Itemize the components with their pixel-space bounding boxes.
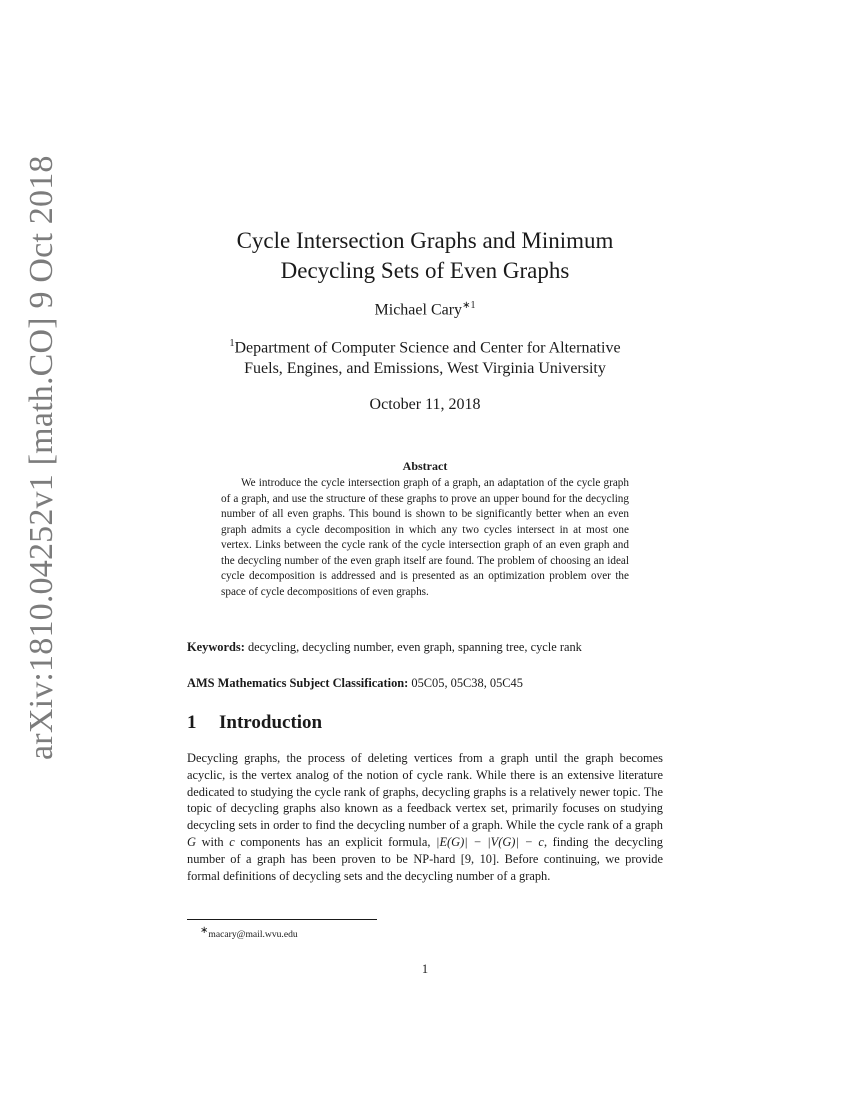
abstract-text: We introduce the cycle intersection graph of a graph, an adaptation of the cycle graph of a graph, and use the structure of these graphs to prove an upper bound for the decycling number of all even graphs. This bound is shown to be significantly better when an even graph admits a cycle decomposition in which any two cycles intersect in at most one vertex. Links between the cycle rank of the cycle intersection graph of an even graph and the decycling number of the even graph itself are found. The problem of choosing an ideal cycle decomposition is addressed and is presented as an optimization problem over the space of cycle decompositions of even graphs. bbox=[221, 477, 629, 598]
intro-text-3: components has an explicit formula, bbox=[234, 834, 437, 849]
abstract-heading: Abstract bbox=[402, 459, 448, 473]
footnote-email: macary@mail.wvu.edu bbox=[208, 929, 298, 941]
intro-var-c: c bbox=[229, 834, 235, 849]
paper-title bbox=[125, 226, 725, 286]
keywords-value: decycling, decycling number, even graph, spanning tree, cycle rank bbox=[247, 640, 582, 654]
section-number: 1 bbox=[187, 712, 197, 733]
intro-text-2: with bbox=[195, 834, 230, 849]
ams-classification bbox=[187, 676, 663, 691]
intro-text-4: , finding the decycling number of a graph has been proven to be NP-hard [9, 10]. Before continuing, we provide formal definitions of decycling sets and the decycling number of a graph. bbox=[187, 834, 663, 883]
footnote-rule bbox=[187, 919, 377, 920]
affiliation-line-2: Fuels, Engines, and Emissions, West Virginia University bbox=[244, 360, 606, 378]
arxiv-identifier-stamp: arXiv:1810.04252v1 [math.CO] 9 Oct 2018 bbox=[23, 155, 60, 760]
affiliation-line-1: Department of Computer Science and Center for Alternative bbox=[234, 339, 621, 357]
page-number: 1 bbox=[421, 962, 429, 976]
section-heading bbox=[187, 712, 322, 734]
keywords bbox=[187, 640, 663, 655]
affiliation bbox=[125, 333, 725, 379]
keywords-label: Keywords: bbox=[187, 640, 245, 654]
ams-label: AMS Mathematics Subject Classification: bbox=[187, 676, 409, 690]
affiliation-mark: 1 bbox=[229, 338, 235, 349]
author-marks: ∗1 bbox=[462, 300, 476, 311]
title-line-1: Cycle Intersection Graphs and Minimum bbox=[236, 228, 614, 253]
intro-var-g: G bbox=[187, 834, 196, 849]
author bbox=[125, 300, 725, 319]
footnote-mark: ∗ bbox=[200, 925, 209, 936]
section-title: Introduction bbox=[219, 712, 323, 733]
title-line-2: Decycling Sets of Even Graphs bbox=[280, 258, 570, 283]
paper-date: October 11, 2018 bbox=[369, 396, 481, 413]
author-name: Michael Cary bbox=[374, 301, 463, 319]
footnote bbox=[200, 925, 298, 940]
introduction-paragraph bbox=[187, 750, 663, 884]
intro-formula: |E(G)| − |V(G)| − c bbox=[436, 834, 544, 849]
ams-value: 05C05, 05C38, 05C45 bbox=[411, 676, 523, 690]
intro-text-1: Decycling graphs, the process of deleting vertices from a graph until the graph becomes acyclic, is the vertex analog of the notion of cycle rank. While there is an extensive literature dedicated to studying the cycle rank of graphs, decycling graphs is a relatively newer topic. The topic of decycling graphs also known as a feedback vertex set, primarily focuses on studying decycling sets in order to find the decycling number of a graph. While the cycle rank of a graph bbox=[187, 751, 663, 833]
